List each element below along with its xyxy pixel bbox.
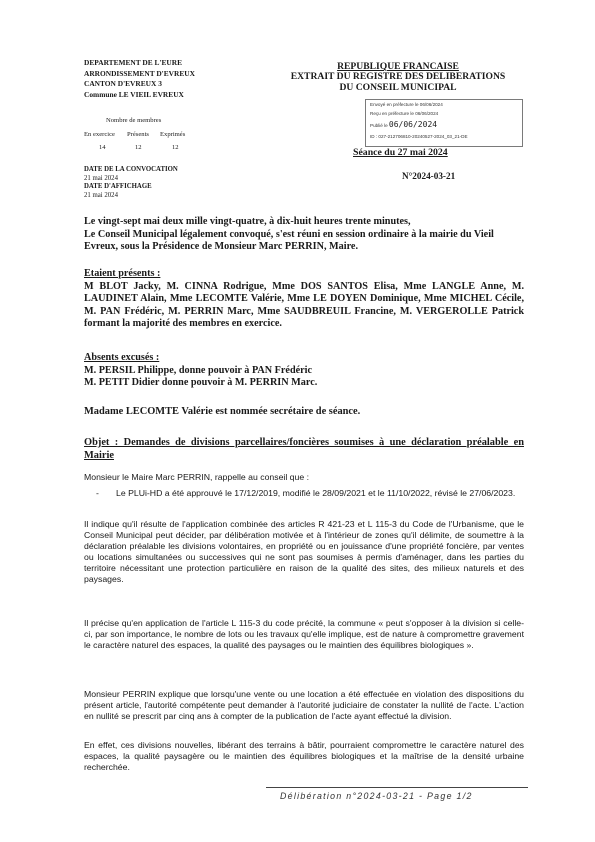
exprimes-label: Exprimés: [160, 131, 186, 138]
members-count: [84, 116, 204, 156]
presents-section: [84, 268, 524, 331]
body-paragraph-2: Il indique qu'il résulte de l'application combinée des articles R 421-23 et L 115-3 du Code de l'Urbanisme, que le Conseil Municipal peut décider, par délibération motivée et à l'intérieur de zones qu'il délimite, de soumettre à la déclaration préalable les divisions volontaires, en propriété ou en jouissance d'une propriété foncière, par ventes ou locations simultanées ou successives qui ne sont pas soumises à permis d'aménager, dans les parties du territoire nécessitant une protection particulière en raison de la qualité des sites, des milieux naturels et des paysages.: [84, 519, 524, 584]
republique-line: REPUBLIQUE FRANCAISE: [337, 61, 459, 72]
intro-line-1: Le vingt-sept mai deux mille vingt-quatre, à dix-huit heures trente minutes,: [84, 216, 411, 227]
footer-rule: [266, 787, 528, 788]
body-intro: Monsieur le Maire Marc PERRIN, rappelle au conseil que :: [84, 472, 310, 482]
presents-list: M BLOT Jacky, M. CINNA Rodrigue, Mme DOS SANTOS Elisa, Mme LANGLE Anne, M. LAUDINET Alain, Mme LECOMTE Valérie, Mme LE DOYEN Dominique, Mme MICHEL Cécile, M. PAN Frédéric, M. PERRIN Marc, Mme SAUDBREUIL Francine, M. VERGEROLLE Patrick formant la majorité des membres en exercice.: [84, 280, 524, 330]
stamp-publie-label: Publié le: [370, 123, 388, 128]
extrait-line: EXTRAIT DU REGISTRE DES DELIBERATIONS: [290, 71, 506, 83]
page-footer: Délibération n°2024-03-21 - Page 1/2: [280, 791, 473, 801]
presents-title: Etaient présents :: [84, 268, 161, 279]
affichage-date: 21 mai 2024: [84, 191, 118, 199]
arrondissement-line: ARRONDISSEMENT D'EVREUX: [84, 68, 195, 78]
header-right: [280, 62, 516, 93]
stamp-recu: Reçu en préfecture le 06/06/2024: [370, 111, 439, 116]
absents-title: Absents excusés :: [84, 352, 160, 363]
objet-heading: Objet : Demandes de divisions parcellaires/foncières soumises à une déclaration préalable en Mairie: [84, 437, 524, 461]
plui-bullet: [96, 488, 524, 499]
secretaire-line: Madame LECOMTE Valérie est nommée secrétaire de séance.: [84, 406, 361, 417]
department-line: DEPARTEMENT DE L'EURE: [84, 58, 183, 67]
body-paragraph-4: Monsieur PERRIN explique que lorsqu'une vente ou une location a été effectuée en violation des dispositions du présent article, l'autorité compétente peut demander à l'autorité judiciaire de constater la nullité de l'acte. L'action en nullité se prescrit par cinq ans à compter de la publication de l'acte ayant effectué la division.: [84, 689, 524, 721]
conseil-line: DU CONSEIL MUNICIPAL: [339, 81, 457, 93]
commune-line: Commune LE VIEIL EVREUX: [84, 89, 184, 99]
convocation-date: 21 mai 2024: [84, 174, 118, 182]
stamp-publie-date: 06/06/2024: [388, 120, 438, 129]
body-paragraph-5: En effet, ces divisions nouvelles, libérant des terrains à bâtir, pourraient compromettre le caractère naturel des espaces, la qualité paysagère ou le maintien des équilibres biologiques et la maîtrise de la densité urbaine recherchée.: [84, 740, 524, 772]
absent-line-2: M. PETIT Didier donne pouvoir à M. PERRIN Marc.: [84, 377, 318, 389]
canton-line: CANTON D'EVREUX 3: [84, 79, 162, 89]
en-exercice-label: En exercice: [84, 131, 115, 138]
affichage-label: DATE D'AFFICHAGE: [84, 183, 152, 191]
dates-block: [84, 166, 178, 200]
presents-label: Présents: [127, 131, 149, 138]
intro-line-2: Le Conseil Municipal légalement convoqué, s'est réuni en session ordinaire à la mairie du Vieil Evreux, sous la Présidence de Monsieur Marc PERRIN, Maire.: [84, 228, 494, 253]
stamp-id: ID : 027-212706810-20240527-2024_03_21-DE: [370, 134, 468, 139]
stamp-envoye: Envoyé en préfecture le 06/06/2024: [370, 102, 443, 107]
absent-line-1: M. PERSIL Philippe, donne pouvoir à PAN Frédéric: [84, 364, 313, 376]
absents-section: [84, 352, 524, 390]
header-left: [84, 58, 195, 100]
presents-value: 12: [135, 144, 142, 151]
seance-date: Séance du 27 mai 2024: [353, 147, 448, 158]
bullet-text: Le PLUi-HD a été approuvé le 17/12/2019, modifié le 28/09/2021 et le 11/10/2022, révisé le 27/06/2023.: [116, 488, 516, 498]
en-exercice-value: 14: [99, 144, 106, 151]
members-title: Nombre de membres: [106, 117, 162, 124]
intro-paragraph: [84, 216, 524, 254]
convocation-label: DATE DE LA CONVOCATION: [84, 166, 178, 173]
exprimes-value: 12: [172, 144, 179, 151]
body-paragraph-3: Il précise qu'en application de l'article L 115-3 du code précité, la commune « peut s'opposer à la division si celle-ci, par son importance, le nombre de lots ou les travaux qu'elle implique, est de nature à compromettre gravement le caractère naturel des espaces, la qualité des paysages ou le maintien des équilibres biologiques ».: [84, 618, 524, 650]
prefecture-stamp: [365, 99, 523, 147]
bullet-dash: -: [96, 488, 99, 498]
deliberation-number: N°2024-03-21: [402, 171, 456, 181]
